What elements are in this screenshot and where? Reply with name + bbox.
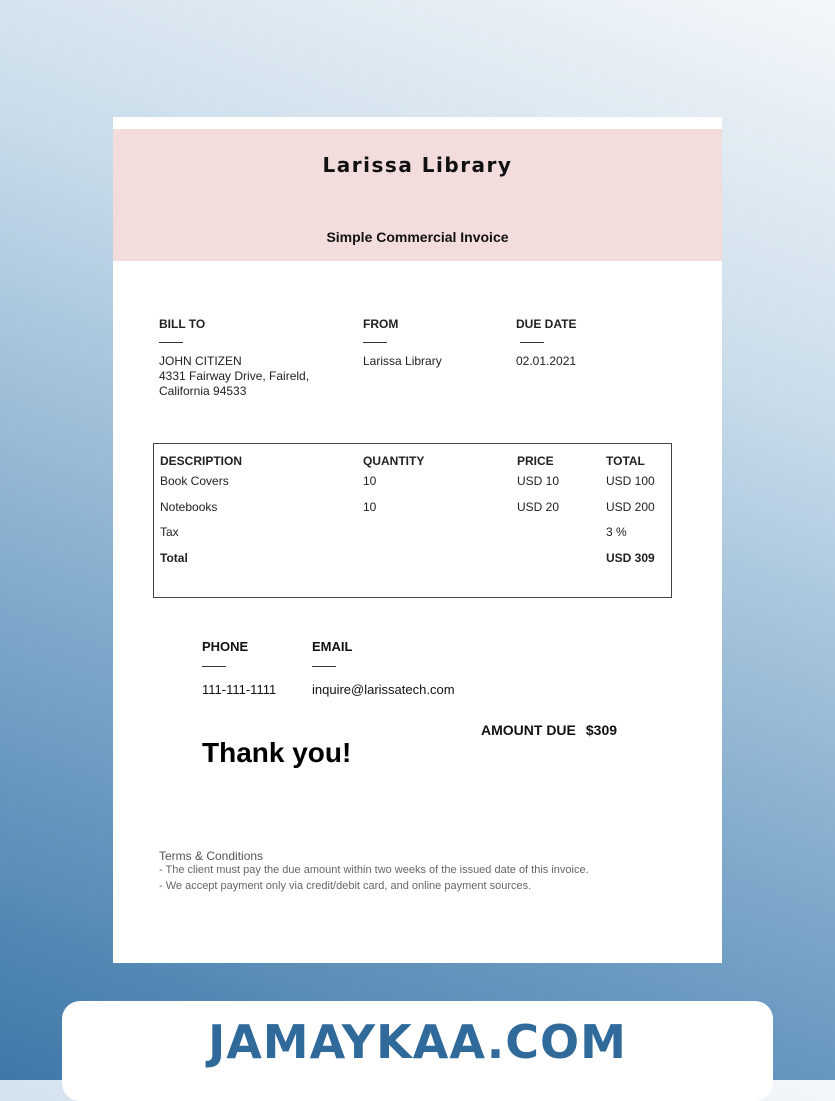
- company-name: Larissa Library: [322, 153, 513, 177]
- row-2-price: USD 20: [517, 500, 560, 514]
- watermark-banner: [62, 1001, 773, 1101]
- row-1-description: Book Covers: [160, 474, 229, 488]
- bill-to-name: JOHN CITIZEN: [159, 354, 242, 368]
- from-name: Larissa Library: [363, 354, 442, 368]
- bill-to-address-line1: 4331 Fairway Drive, Faireld,: [159, 369, 310, 383]
- column-header-price: PRICE: [517, 454, 554, 468]
- email-rule: [312, 666, 336, 667]
- items-table: [153, 443, 672, 598]
- row-1-quantity: 10: [363, 474, 377, 488]
- amount-due-value: $309: [585, 722, 618, 738]
- row-1-total: USD 100: [606, 474, 655, 488]
- amount-due: [481, 722, 617, 738]
- phone-label: PHONE: [202, 639, 249, 654]
- due-date-value: 02.01.2021: [516, 354, 577, 368]
- email-label: EMAIL: [312, 639, 353, 654]
- row-2-total: USD 200: [606, 500, 655, 514]
- invoice-document: [113, 117, 722, 963]
- phone-rule: [202, 666, 226, 667]
- bill-to-label: BILL TO: [159, 317, 206, 331]
- column-header-quantity: QUANTITY: [363, 454, 425, 468]
- bill-to-address-line2: California 94533: [159, 384, 247, 398]
- phone-value: 111-111-1111: [202, 682, 277, 697]
- due-date-label: DUE DATE: [516, 317, 577, 331]
- terms-line-1: - The client must pay the due amount within two weeks of the issued date of this invoice.: [159, 864, 589, 876]
- bill-to-rule: [159, 342, 183, 343]
- watermark-text: JAMAYKAA.COM: [208, 1015, 627, 1069]
- row-1-price: USD 10: [517, 474, 560, 488]
- amount-due-label: AMOUNT DUE: [481, 722, 576, 738]
- tax-label: Tax: [160, 525, 179, 539]
- grand-total-value: USD 309: [606, 551, 655, 565]
- terms-title: Terms & Conditions: [159, 849, 264, 863]
- column-header-description: DESCRIPTION: [160, 454, 243, 468]
- terms-line-2: - We accept payment only via credit/debit card, and online payment sources.: [159, 880, 532, 892]
- due-date-rule: [520, 342, 544, 343]
- thank-you-message: Thank you!: [202, 737, 352, 768]
- grand-total-label: Total: [160, 551, 188, 565]
- invoice-type: Simple Commercial Invoice: [326, 229, 509, 245]
- from-label: FROM: [363, 317, 399, 331]
- email-value: inquire@larissatech.com: [312, 682, 455, 697]
- column-header-total: TOTAL: [606, 454, 645, 468]
- row-2-description: Notebooks: [160, 500, 218, 514]
- row-2-quantity: 10: [363, 500, 377, 514]
- tax-value: 3 %: [606, 525, 627, 539]
- from-rule: [363, 342, 387, 343]
